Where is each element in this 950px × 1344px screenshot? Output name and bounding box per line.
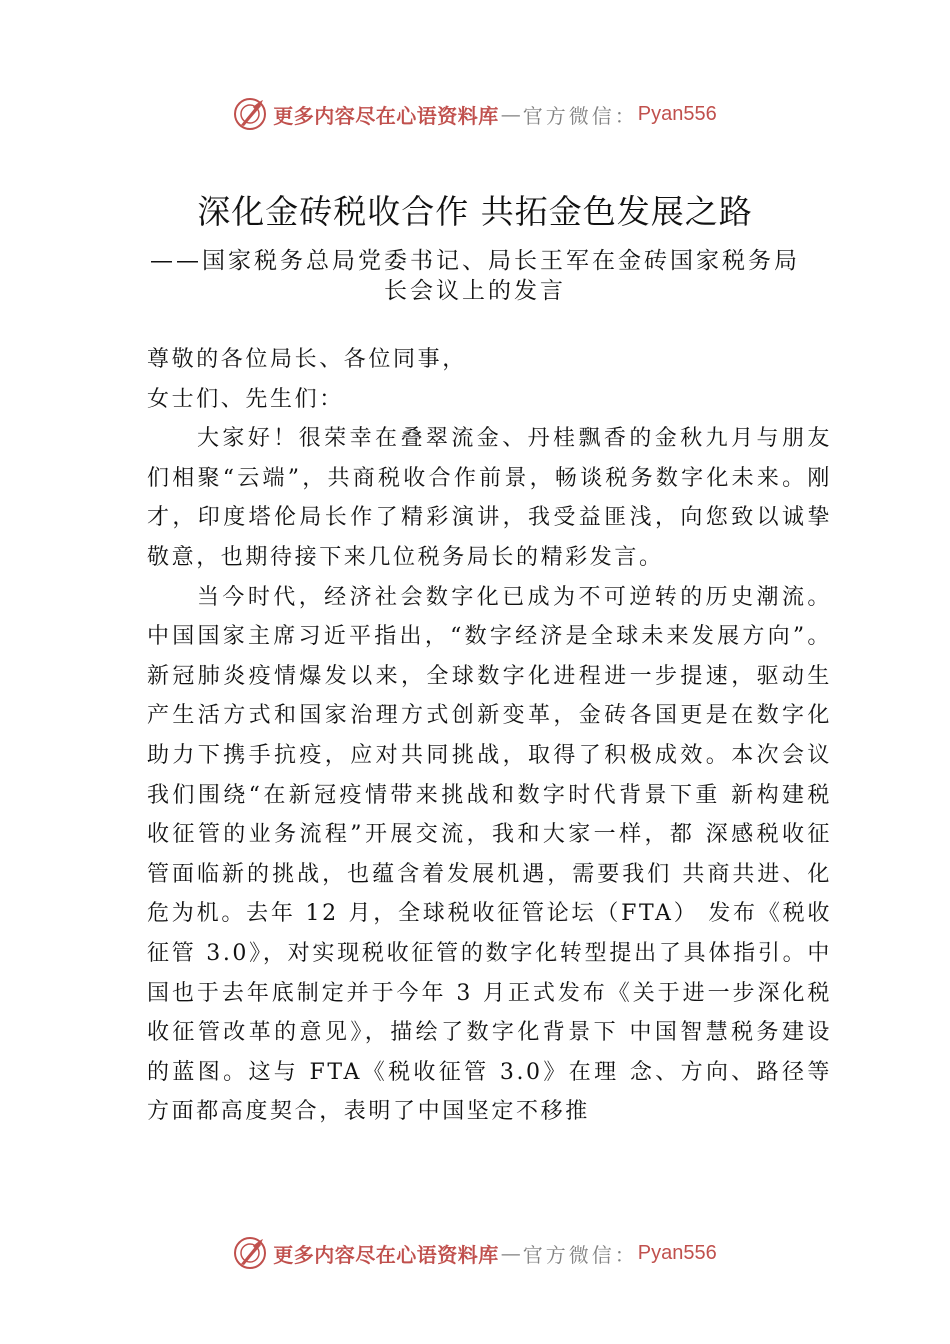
promo-text: 更多内容尽在心语资料库 xyxy=(273,1242,499,1267)
promo-separator: — xyxy=(500,102,521,126)
footer-promo-banner xyxy=(0,1233,950,1273)
quill-seal-icon xyxy=(233,1236,267,1270)
wechat-label: 官方微信： xyxy=(522,1242,638,1267)
document-body xyxy=(147,340,832,1132)
wechat-id: Pyan556 xyxy=(637,1241,717,1264)
promo-separator: — xyxy=(500,1241,521,1265)
document-title: 深化金砖税收合作 共拓金色发展之路 xyxy=(197,192,753,231)
greeting-line: 尊敬的各位局长、各位同事， xyxy=(147,347,467,372)
wechat-id: Pyan556 xyxy=(637,102,717,125)
wechat-label: 官方微信： xyxy=(522,103,638,128)
quill-seal-icon xyxy=(233,97,267,131)
body-paragraph: 大家好！很荣幸在叠翠流金、丹桂飘香的金秋九月与朋友们相聚“云端”，共商税收合作前景，畅谈税务数字化未来。刚才，印度塔伦局长作了精彩演讲，我受益匪浅，向您致以诚挚敬意，也期待接下来几位税务局长的精彩发言。 xyxy=(147,426,832,570)
body-paragraph: 当今时代，经济社会数字化已成为不可逆转的历史潮流。中国国家主席习近平指出，“数字经济是全球未来发展方向”。新冠肺炎疫情爆发以来，全球数字化进程进一步提速，驱动生产生活方式和国家治理方式创新变革，金砖各国更是在数字化助力下携手抗疫，应对共同挑战，取得了积极成效。本次会议我们围绕“在新冠疫情带来挑战和数字时代背景下重 新构建税收征管的业务流程”开展交流，我和大家一样，都 深感税收征管面临新的挑战，也蕴含着发展机遇，需要我们 共商共进、化危为机。去年 12 月，全球税收征管论坛（FTA） 发布《税收征管 3.0》，对实现税收征管的数字化转型提出了具体指引。中国也于去年底制定并于今年 3 月正式发布《关于进一步深化税收征管改革的意见》，描绘了数字化背景下 中国智慧税务建设的蓝图。这与 FTA《税收征管 3.0》在理 念、方向、路径等方面都高度契合，表明了中国坚定不移推 xyxy=(147,584,832,1125)
promo-text: 更多内容尽在心语资料库 xyxy=(273,103,499,128)
greeting-line: 女士们、先生们： xyxy=(147,386,344,412)
document-subtitle: ——国家税务总局党委书记、局长王军在金砖国家税务局长会议上的发言 xyxy=(150,248,800,304)
header-promo-banner xyxy=(0,94,950,134)
